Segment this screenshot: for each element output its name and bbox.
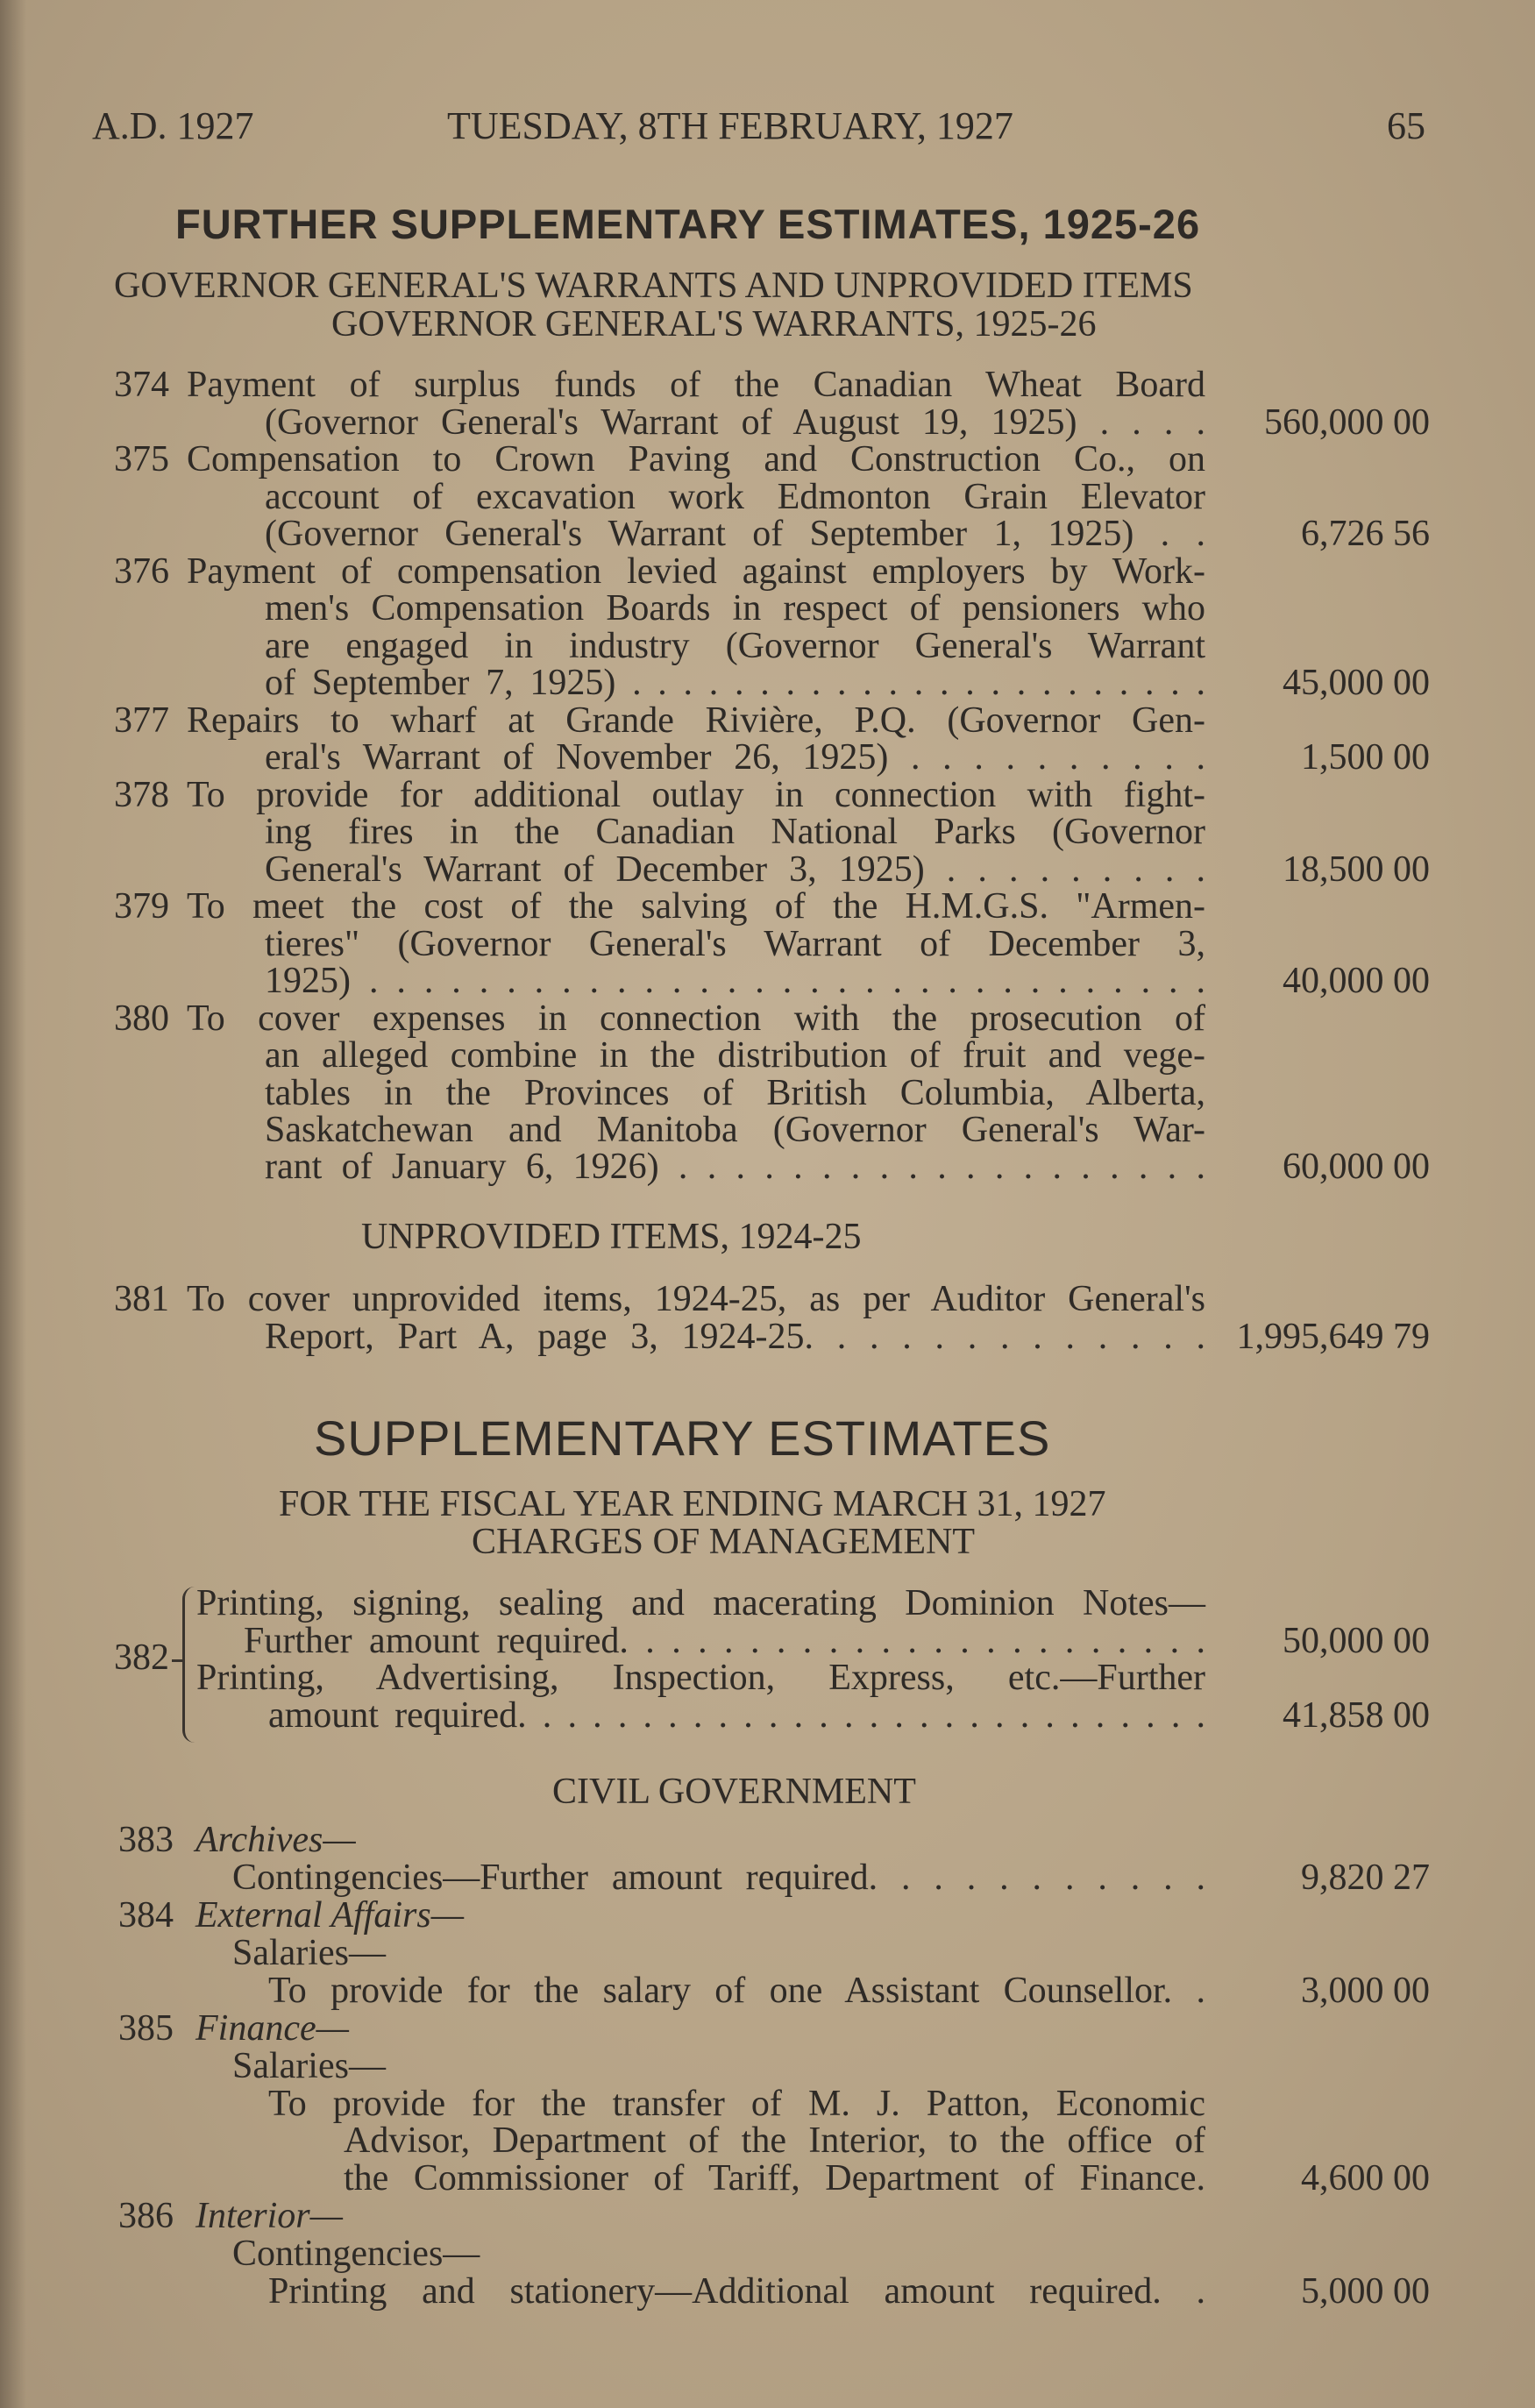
item-amount: 18,500 00	[1283, 849, 1430, 890]
item-amount: 50,000 00	[1283, 1621, 1430, 1661]
item-text-line: Advisor, Department of the Interior, to the office of	[344, 2120, 1205, 2161]
item-text-line: rant of January 6, 1926) . . . . . . . . . . . . . . . . . . .	[265, 1147, 1205, 1187]
item-text-line: Repairs to wharf at Grande Rivière, P.Q. (Governor Gen-	[187, 700, 1205, 741]
item-number: 377	[114, 700, 169, 741]
item-text-line: Compensation to Crown Paving and Construction Co., on	[187, 439, 1205, 479]
grouping-brace	[182, 1587, 197, 1743]
section-title-supplementary: SUPPLEMENTARY ESTIMATES	[314, 1410, 1051, 1466]
item-text-line: Saskatchewan and Manitoba (Governor General's War-	[265, 1110, 1205, 1150]
item-text-line: Printing and stationery—Additional amount required. .	[268, 2271, 1205, 2312]
item-text-line: Payment of compensation levied against employers by Work-	[187, 551, 1205, 592]
item-number: 379	[114, 886, 169, 927]
grouping-brace-tip	[172, 1659, 182, 1662]
item-amount: 45,000 00	[1283, 663, 1430, 703]
item-amount: 41,858 00	[1283, 1695, 1430, 1736]
item-number: 383	[118, 1820, 174, 1860]
item-amount: 9,820 27	[1301, 1857, 1430, 1898]
item-text-line: To cover unprovided items, 1924-25, as per Auditor General's	[187, 1279, 1205, 1319]
item-amount: 1,995,649 79	[1236, 1317, 1430, 1357]
item-text-line: To meet the cost of the salving of the H.M.G.S. "Armen-	[187, 886, 1205, 927]
item-text-line: To provide for the salary of one Assistant Counsellor. .	[268, 1971, 1205, 2011]
page-number: 65	[1387, 104, 1425, 147]
sub-heading: Salaries—	[232, 2046, 386, 2086]
item-text-line: of September 7, 1925) . . . . . . . . . . . . . . . . . . . . . . .	[265, 663, 1205, 703]
item-number: 374	[114, 365, 169, 405]
item-text-line: the Commissioner of Tariff, Department of Finance.	[344, 2158, 1205, 2198]
item-amount: 1,500 00	[1301, 737, 1430, 778]
item-text-line: Payment of surplus funds of the Canadian Wheat Board	[187, 365, 1205, 405]
header-date: TUESDAY, 8TH FEBRUARY, 1927	[447, 104, 1013, 147]
item-number: 376	[114, 551, 169, 592]
item-amount: 60,000 00	[1283, 1147, 1430, 1187]
department-name: Archives—	[195, 1820, 356, 1860]
item-amount: 560,000 00	[1264, 402, 1430, 443]
item-text-line: Further amount required. . . . . . . . . . . . . . . . . . . . . . .	[244, 1621, 1205, 1661]
item-text-line: (Governor General's Warrant of September 1, 1925) . .	[265, 514, 1205, 554]
header-year: A.D. 1927	[92, 104, 254, 147]
item-text-line: To cover expenses in connection with the prosecution of	[187, 998, 1205, 1039]
item-text-line: eral's Warrant of November 26, 1925) . . . . . . . . . .	[265, 737, 1205, 778]
sub-heading: Contingencies—	[232, 2234, 480, 2274]
item-amount: 6,726 56	[1301, 514, 1430, 554]
sub-heading: Salaries—	[232, 1933, 386, 1973]
item-text-line: tables in the Provinces of British Columbia, Alberta,	[265, 1073, 1205, 1113]
item-amount: 3,000 00	[1301, 1971, 1430, 2011]
item-number: 380	[114, 998, 169, 1039]
unprovided-heading: UNPROVIDED ITEMS, 1924-25	[361, 1217, 862, 1257]
section-subtitle-warrants-items: GOVERNOR GENERAL'S WARRANTS AND UNPROVIDED ITEMS	[114, 266, 1193, 306]
section-subtitle-fiscal-year: FOR THE FISCAL YEAR ENDING MARCH 31, 1927	[279, 1484, 1106, 1524]
civil-government-heading: CIVIL GOVERNMENT	[552, 1772, 916, 1812]
section-subtitle-charges: CHARGES OF MANAGEMENT	[472, 1522, 976, 1562]
item-text-line: men's Compensation Boards in respect of pensioners who	[265, 588, 1205, 629]
item-text-line: amount required. . . . . . . . . . . . . . . . . . . . . . . . . . . .	[268, 1695, 1205, 1736]
item-text-line: ing fires in the Canadian National Parks (Governor	[265, 812, 1205, 852]
item-text-line: Contingencies—Further amount required. . . . . . . . . . .	[232, 1857, 1205, 1898]
section-title-further-supplementary: FURTHER SUPPLEMENTARY ESTIMATES, 1925-26	[175, 201, 1201, 247]
item-text-line: (Governor General's Warrant of August 19, 1925) . . . .	[265, 402, 1205, 443]
item-text-line: To provide for the transfer of M. J. Patton, Economic	[268, 2084, 1205, 2124]
item-number: 375	[114, 439, 169, 479]
item-text-line: To provide for additional outlay in connection with fight-	[187, 775, 1205, 815]
item-text-line: tieres" (Governor General's Warrant of December 3,	[265, 924, 1205, 964]
item-number: 378	[114, 775, 169, 815]
section-subtitle-warrants: GOVERNOR GENERAL'S WARRANTS, 1925-26	[331, 304, 1097, 345]
item-text-line: account of excavation work Edmonton Grain Elevator	[265, 477, 1205, 517]
item-number: 381	[114, 1279, 169, 1319]
item-number: 384	[118, 1895, 174, 1936]
item-text-line: Report, Part A, page 3, 1924-25. . . . . . . . . . . . .	[265, 1317, 1205, 1357]
item-text-line: 1925) . . . . . . . . . . . . . . . . . . . . . . . . . . . . . . .	[265, 961, 1205, 1001]
department-name: Interior—	[195, 2196, 343, 2236]
item-amount: 5,000 00	[1301, 2271, 1430, 2312]
department-name: Finance—	[195, 2008, 349, 2049]
item-text-line: are engaged in industry (Governor General's Warrant	[265, 626, 1205, 666]
item-text-line: Printing, Advertising, Inspection, Express, etc.—Further	[196, 1658, 1205, 1698]
item-text-line: Printing, signing, sealing and macerating Dominion Notes—	[196, 1583, 1205, 1623]
item-text-line: an alleged combine in the distribution of fruit and vege-	[265, 1035, 1205, 1076]
item-amount: 4,600 00	[1301, 2158, 1430, 2198]
item-text-line: General's Warrant of December 3, 1925) . . . . . . . . .	[265, 849, 1205, 890]
item-number: 386	[118, 2196, 174, 2236]
item-number: 382	[114, 1637, 169, 1678]
item-amount: 40,000 00	[1283, 961, 1430, 1001]
item-number: 385	[118, 2008, 174, 2049]
department-name: External Affairs—	[195, 1895, 465, 1936]
